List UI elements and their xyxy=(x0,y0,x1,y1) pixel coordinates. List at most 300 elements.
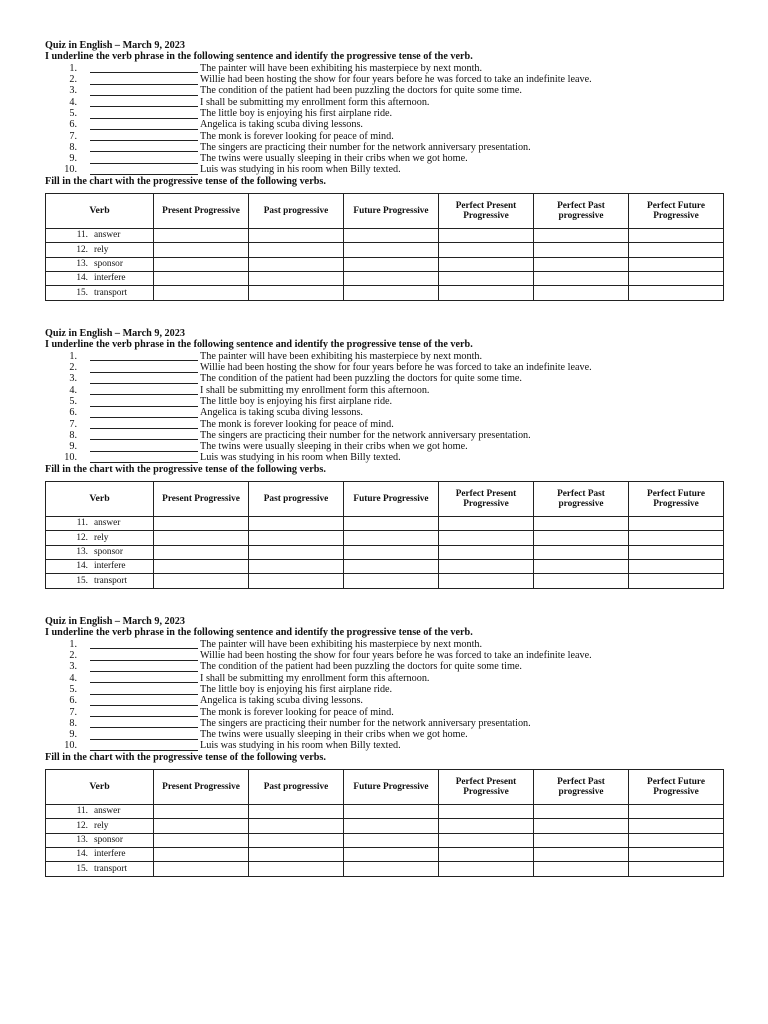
answer-cell[interactable] xyxy=(629,805,724,819)
answer-cell[interactable] xyxy=(534,257,629,271)
answer-cell[interactable] xyxy=(534,560,629,574)
verb-number: 14. xyxy=(76,273,88,284)
item-number: 1. xyxy=(69,62,77,74)
chart-header: Verb xyxy=(46,194,154,229)
answer-cell[interactable] xyxy=(344,243,439,257)
answer-cell[interactable] xyxy=(344,560,439,574)
answer-cell[interactable] xyxy=(249,862,344,876)
item-number: 5. xyxy=(69,684,77,695)
answer-blank[interactable] xyxy=(90,408,198,418)
answer-cell[interactable] xyxy=(249,805,344,819)
sentence-item xyxy=(45,407,723,418)
chart-header-row xyxy=(46,770,724,805)
chart-header: Perfect Past progressive xyxy=(534,482,629,517)
item-number: 8. xyxy=(69,717,77,729)
verb-label: rely xyxy=(94,532,109,543)
answer-cell[interactable] xyxy=(249,819,344,833)
item-number: 1. xyxy=(69,350,77,362)
verb-cell xyxy=(46,819,154,833)
verb-cell xyxy=(46,862,154,876)
sentence-item xyxy=(45,419,723,430)
item-number: 8. xyxy=(69,429,77,441)
verb-number: 15. xyxy=(76,575,88,586)
verb-label: answer xyxy=(94,806,121,817)
item-number: 6. xyxy=(69,407,77,419)
answer-cell[interactable] xyxy=(344,272,439,286)
answer-cell[interactable] xyxy=(629,819,724,833)
item-number: 9. xyxy=(69,729,77,741)
answer-cell[interactable] xyxy=(534,574,629,588)
chart-header: Verb xyxy=(46,770,154,805)
answer-blank[interactable] xyxy=(90,651,198,661)
answer-cell[interactable] xyxy=(439,531,534,545)
answer-blank[interactable] xyxy=(90,86,198,96)
sentence-item xyxy=(45,684,723,695)
answer-cell[interactable] xyxy=(154,819,249,833)
answer-cell[interactable] xyxy=(534,531,629,545)
answer-blank[interactable] xyxy=(90,453,198,463)
quiz-title: Quiz in English – March 9, 2023 xyxy=(45,616,185,627)
answer-blank[interactable] xyxy=(90,685,198,695)
answer-cell[interactable] xyxy=(439,243,534,257)
chart-row xyxy=(46,545,724,559)
sentence-text: The little boy is enjoying his first airplane ride. xyxy=(200,108,393,119)
answer-blank[interactable] xyxy=(90,397,198,407)
answer-cell[interactable] xyxy=(154,257,249,271)
chart-row xyxy=(46,517,724,531)
chart-row xyxy=(46,819,724,833)
instruction-chart: Fill in the chart with the progressive tense of the following verbs. xyxy=(45,463,326,475)
verb-label: interfere xyxy=(94,273,126,284)
sentence-item xyxy=(45,131,723,142)
answer-cell[interactable] xyxy=(154,272,249,286)
item-number: 9. xyxy=(69,441,77,453)
sentence-item xyxy=(45,153,723,164)
answer-blank[interactable] xyxy=(90,143,198,153)
answer-cell[interactable] xyxy=(534,833,629,847)
chart-header: Future Progressive xyxy=(344,194,439,229)
answer-cell[interactable] xyxy=(344,805,439,819)
answer-blank[interactable] xyxy=(90,363,198,373)
quiz-title: Quiz in English – March 9, 2023 xyxy=(45,328,185,339)
item-number: 3. xyxy=(69,373,77,385)
answer-cell[interactable] xyxy=(249,272,344,286)
verb-label: answer xyxy=(94,518,121,529)
sentence-item xyxy=(45,661,723,672)
sentence-text: The twins were usually sleeping in their cribs when we got home. xyxy=(200,441,468,453)
answer-cell[interactable] xyxy=(629,848,724,862)
answer-blank[interactable] xyxy=(90,352,198,362)
sentence-item xyxy=(45,718,723,729)
chart-row xyxy=(46,862,724,876)
chart-row xyxy=(46,531,724,545)
sentence-item xyxy=(45,396,723,407)
chart-header: Future Progressive xyxy=(344,770,439,805)
instruction-underline: I underline the verb phrase in the following sentence and identify the progressive tense of the verb. xyxy=(45,627,473,639)
answer-cell[interactable] xyxy=(439,574,534,588)
sentence-text: Luis was studying in his room when Billy texted. xyxy=(200,164,401,176)
sentence-text: The singers are practicing their number for the network anniversary presentation. xyxy=(200,717,531,729)
chart-row xyxy=(46,243,724,257)
sentence-item xyxy=(45,108,723,119)
chart-row xyxy=(46,257,724,271)
sentence-item xyxy=(45,673,723,684)
answer-cell[interactable] xyxy=(629,229,724,243)
sentence-item xyxy=(45,729,723,740)
answer-cell[interactable] xyxy=(629,517,724,531)
sentence-item xyxy=(45,373,723,384)
quiz-copy-2 xyxy=(45,328,723,589)
answer-blank[interactable] xyxy=(90,75,198,85)
answer-blank[interactable] xyxy=(90,374,198,384)
answer-blank[interactable] xyxy=(90,420,198,430)
answer-cell[interactable] xyxy=(344,819,439,833)
item-number: 6. xyxy=(69,119,77,131)
answer-cell[interactable] xyxy=(629,862,724,876)
sentence-text: Angelica is taking scuba diving lessons. xyxy=(200,119,363,131)
chart-header: Perfect Present Progressive xyxy=(439,770,534,805)
answer-blank[interactable] xyxy=(90,132,198,142)
verb-number: 13. xyxy=(76,258,88,269)
answer-blank[interactable] xyxy=(90,386,198,396)
verb-number: 11. xyxy=(76,806,88,817)
sentence-text: The twins were usually sleeping in their cribs when we got home. xyxy=(200,729,468,741)
sentence-item xyxy=(45,85,723,96)
tense-chart xyxy=(45,481,724,588)
chart-header: Present Progressive xyxy=(154,482,249,517)
answer-cell[interactable] xyxy=(344,517,439,531)
sentence-text: I shall be submitting my enrollment form this afternoon. xyxy=(200,672,430,684)
answer-cell[interactable] xyxy=(439,833,534,847)
sentence-text: The painter will have been exhibiting his masterpiece by next month. xyxy=(200,62,483,74)
answer-cell[interactable] xyxy=(344,862,439,876)
answer-blank[interactable] xyxy=(90,696,198,706)
item-number: 2. xyxy=(69,74,77,86)
sentence-text: I shall be submitting my enrollment form this afternoon. xyxy=(200,96,430,108)
answer-cell[interactable] xyxy=(154,574,249,588)
verb-cell xyxy=(46,272,154,286)
answer-blank[interactable] xyxy=(90,98,198,108)
answer-cell[interactable] xyxy=(344,848,439,862)
chart-header: Perfect Present Progressive xyxy=(439,194,534,229)
answer-cell[interactable] xyxy=(154,531,249,545)
answer-cell[interactable] xyxy=(154,848,249,862)
sentence-item xyxy=(45,707,723,718)
verb-cell xyxy=(46,545,154,559)
answer-cell[interactable] xyxy=(154,229,249,243)
verb-label: rely xyxy=(94,820,109,831)
verb-cell xyxy=(46,833,154,847)
sentence-text: The painter will have been exhibiting his masterpiece by next month. xyxy=(200,638,483,650)
answer-blank[interactable] xyxy=(90,120,198,130)
answer-cell[interactable] xyxy=(249,848,344,862)
verb-number: 11. xyxy=(76,518,88,529)
quiz-title: Quiz in English – March 9, 2023 xyxy=(45,40,185,51)
instruction-chart: Fill in the chart with the progressive tense of the following verbs. xyxy=(45,751,326,763)
answer-cell[interactable] xyxy=(534,848,629,862)
sentence-item xyxy=(45,385,723,396)
answer-cell[interactable] xyxy=(629,257,724,271)
chart-header-row xyxy=(46,482,724,517)
verb-cell xyxy=(46,243,154,257)
answer-cell[interactable] xyxy=(534,286,629,300)
answer-cell[interactable] xyxy=(344,574,439,588)
verb-number: 12. xyxy=(76,532,88,543)
chart-header: Future Progressive xyxy=(344,482,439,517)
verb-number: 12. xyxy=(76,244,88,255)
chart-header: Present Progressive xyxy=(154,770,249,805)
item-number: 10. xyxy=(64,452,77,464)
quiz-copy-3 xyxy=(45,616,723,877)
answer-cell[interactable] xyxy=(249,257,344,271)
answer-cell[interactable] xyxy=(154,286,249,300)
verb-cell xyxy=(46,517,154,531)
verb-number: 13. xyxy=(76,546,88,557)
verb-number: 13. xyxy=(76,834,88,845)
chart-header: Present Progressive xyxy=(154,194,249,229)
verb-number: 11. xyxy=(76,230,88,241)
verb-cell xyxy=(46,805,154,819)
answer-blank[interactable] xyxy=(90,730,198,740)
answer-blank[interactable] xyxy=(90,442,198,452)
answer-blank[interactable] xyxy=(90,674,198,684)
answer-cell[interactable] xyxy=(534,272,629,286)
sentence-text: The monk is forever looking for peace of mind. xyxy=(200,706,394,718)
item-number: 7. xyxy=(69,130,77,142)
answer-blank[interactable] xyxy=(90,741,198,751)
verb-label: sponsor xyxy=(94,834,123,845)
answer-cell[interactable] xyxy=(154,545,249,559)
item-number: 2. xyxy=(69,650,77,662)
answer-cell[interactable] xyxy=(249,574,344,588)
sentence-item xyxy=(45,63,723,74)
answer-cell[interactable] xyxy=(439,229,534,243)
sentence-item xyxy=(45,695,723,706)
answer-cell[interactable] xyxy=(534,545,629,559)
sentence-text: The twins were usually sleeping in their cribs when we got home. xyxy=(200,153,468,165)
item-number: 5. xyxy=(69,396,77,407)
sentence-text: The monk is forever looking for peace of mind. xyxy=(200,418,394,430)
answer-cell[interactable] xyxy=(439,286,534,300)
answer-blank[interactable] xyxy=(90,64,198,74)
chart-header-row xyxy=(46,194,724,229)
instruction-underline: I underline the verb phrase in the following sentence and identify the progressive tense of the verb. xyxy=(45,51,473,63)
verb-label: sponsor xyxy=(94,546,123,557)
chart-header: Perfect Future Progressive xyxy=(629,770,724,805)
chart-header: Past progressive xyxy=(249,482,344,517)
answer-cell[interactable] xyxy=(249,560,344,574)
item-number: 8. xyxy=(69,141,77,153)
tense-chart xyxy=(45,769,724,876)
answer-blank[interactable] xyxy=(90,154,198,164)
answer-blank[interactable] xyxy=(90,640,198,650)
sentence-item xyxy=(45,452,723,463)
answer-cell[interactable] xyxy=(249,517,344,531)
verb-label: rely xyxy=(94,244,109,255)
sentence-item xyxy=(45,441,723,452)
verb-number: 14. xyxy=(76,849,88,860)
verb-label: transport xyxy=(94,575,128,586)
verb-cell xyxy=(46,574,154,588)
answer-cell[interactable] xyxy=(439,545,534,559)
sentence-text: The condition of the patient had been puzzling the doctors for quite some time. xyxy=(200,661,522,673)
answer-cell[interactable] xyxy=(534,862,629,876)
sentence-text: The monk is forever looking for peace of mind. xyxy=(200,130,394,142)
verb-cell xyxy=(46,257,154,271)
sentence-item xyxy=(45,164,723,175)
sentence-text: Luis was studying in his room when Billy texted. xyxy=(200,740,401,752)
answer-cell[interactable] xyxy=(154,805,249,819)
verb-cell xyxy=(46,229,154,243)
sentence-text: The singers are practicing their number for the network anniversary presentation. xyxy=(200,141,531,153)
sentence-item xyxy=(45,639,723,650)
answer-blank[interactable] xyxy=(90,708,198,718)
answer-cell[interactable] xyxy=(534,229,629,243)
chart-header: Verb xyxy=(46,482,154,517)
item-number: 1. xyxy=(69,638,77,650)
chart-row xyxy=(46,805,724,819)
sentence-text: The condition of the patient had been puzzling the doctors for quite some time. xyxy=(200,373,522,385)
chart-row xyxy=(46,848,724,862)
verb-label: transport xyxy=(94,863,128,874)
answer-cell[interactable] xyxy=(439,560,534,574)
answer-cell[interactable] xyxy=(344,833,439,847)
answer-cell[interactable] xyxy=(154,862,249,876)
chart-header: Perfect Past progressive xyxy=(534,770,629,805)
answer-cell[interactable] xyxy=(629,286,724,300)
chart-row xyxy=(46,574,724,588)
answer-cell[interactable] xyxy=(249,545,344,559)
answer-cell[interactable] xyxy=(154,517,249,531)
answer-cell[interactable] xyxy=(534,517,629,531)
verb-number: 15. xyxy=(76,863,88,874)
chart-header: Past progressive xyxy=(249,770,344,805)
verb-label: sponsor xyxy=(94,258,123,269)
sentence-item xyxy=(45,351,723,362)
item-number: 4. xyxy=(69,672,77,684)
instruction-underline: I underline the verb phrase in the following sentence and identify the progressive tense of the verb. xyxy=(45,339,473,351)
instruction-chart: Fill in the chart with the progressive tense of the following verbs. xyxy=(45,175,326,187)
answer-blank[interactable] xyxy=(90,165,198,175)
answer-cell[interactable] xyxy=(629,560,724,574)
chart-header: Perfect Future Progressive xyxy=(629,194,724,229)
answer-cell[interactable] xyxy=(249,286,344,300)
sentence-text: The little boy is enjoying his first airplane ride. xyxy=(200,396,393,407)
sentence-text: The singers are practicing their number for the network anniversary presentation. xyxy=(200,429,531,441)
sentence-item xyxy=(45,740,723,751)
sentence-item xyxy=(45,119,723,130)
answer-cell[interactable] xyxy=(249,243,344,257)
sentence-text: Angelica is taking scuba diving lessons. xyxy=(200,695,363,707)
verb-cell xyxy=(46,848,154,862)
answer-cell[interactable] xyxy=(629,833,724,847)
answer-cell[interactable] xyxy=(344,257,439,271)
sentence-list xyxy=(45,639,723,752)
answer-cell[interactable] xyxy=(344,531,439,545)
verb-label: interfere xyxy=(94,849,126,860)
answer-cell[interactable] xyxy=(534,819,629,833)
sentence-text: The painter will have been exhibiting his masterpiece by next month. xyxy=(200,350,483,362)
sentence-item xyxy=(45,650,723,661)
answer-cell[interactable] xyxy=(629,545,724,559)
answer-cell[interactable] xyxy=(439,517,534,531)
item-number: 10. xyxy=(64,740,77,752)
answer-cell[interactable] xyxy=(629,531,724,545)
chart-header: Past progressive xyxy=(249,194,344,229)
answer-cell[interactable] xyxy=(439,862,534,876)
answer-cell[interactable] xyxy=(249,833,344,847)
sentence-text: Willie had been hosting the show for four years before he was forced to take an indefinite leave. xyxy=(200,362,592,374)
item-number: 7. xyxy=(69,706,77,718)
answer-cell[interactable] xyxy=(249,531,344,545)
sentence-text: Angelica is taking scuba diving lessons. xyxy=(200,407,363,419)
answer-blank[interactable] xyxy=(90,109,198,119)
answer-cell[interactable] xyxy=(629,243,724,257)
chart-row xyxy=(46,560,724,574)
sentence-text: The little boy is enjoying his first airplane ride. xyxy=(200,684,393,695)
answer-cell[interactable] xyxy=(249,229,344,243)
answer-cell[interactable] xyxy=(344,286,439,300)
sentence-item xyxy=(45,142,723,153)
verb-cell xyxy=(46,560,154,574)
item-number: 6. xyxy=(69,695,77,707)
sentence-text: Willie had been hosting the show for four years before he was forced to take an indefinite leave. xyxy=(200,650,592,662)
answer-cell[interactable] xyxy=(344,545,439,559)
sentence-text: I shall be submitting my enrollment form this afternoon. xyxy=(200,384,430,396)
item-number: 3. xyxy=(69,85,77,97)
chart-row xyxy=(46,272,724,286)
answer-cell[interactable] xyxy=(154,833,249,847)
item-number: 9. xyxy=(69,153,77,165)
answer-blank[interactable] xyxy=(90,719,198,729)
sentence-text: The condition of the patient had been puzzling the doctors for quite some time. xyxy=(200,85,522,97)
chart-header: Perfect Present Progressive xyxy=(439,482,534,517)
chart-row xyxy=(46,229,724,243)
verb-number: 15. xyxy=(76,287,88,298)
chart-row xyxy=(46,833,724,847)
answer-cell[interactable] xyxy=(439,272,534,286)
answer-cell[interactable] xyxy=(439,848,534,862)
answer-cell[interactable] xyxy=(629,272,724,286)
verb-label: answer xyxy=(94,230,121,241)
item-number: 10. xyxy=(64,164,77,176)
sentence-text: Luis was studying in his room when Billy texted. xyxy=(200,452,401,464)
answer-cell[interactable] xyxy=(439,819,534,833)
verb-cell xyxy=(46,531,154,545)
answer-cell[interactable] xyxy=(439,257,534,271)
chart-header: Perfect Past progressive xyxy=(534,194,629,229)
answer-cell[interactable] xyxy=(534,243,629,257)
verb-cell xyxy=(46,286,154,300)
item-number: 4. xyxy=(69,384,77,396)
answer-cell[interactable] xyxy=(629,574,724,588)
sentence-text: Willie had been hosting the show for four years before he was forced to take an indefinite leave. xyxy=(200,74,592,86)
answer-blank[interactable] xyxy=(90,431,198,441)
chart-row xyxy=(46,286,724,300)
sentence-item xyxy=(45,97,723,108)
answer-cell[interactable] xyxy=(439,805,534,819)
answer-cell[interactable] xyxy=(154,560,249,574)
answer-cell[interactable] xyxy=(154,243,249,257)
item-number: 7. xyxy=(69,418,77,430)
answer-cell[interactable] xyxy=(534,805,629,819)
verb-number: 14. xyxy=(76,561,88,572)
verb-number: 12. xyxy=(76,820,88,831)
answer-blank[interactable] xyxy=(90,662,198,672)
item-number: 3. xyxy=(69,661,77,673)
sentence-item xyxy=(45,430,723,441)
answer-cell[interactable] xyxy=(344,229,439,243)
